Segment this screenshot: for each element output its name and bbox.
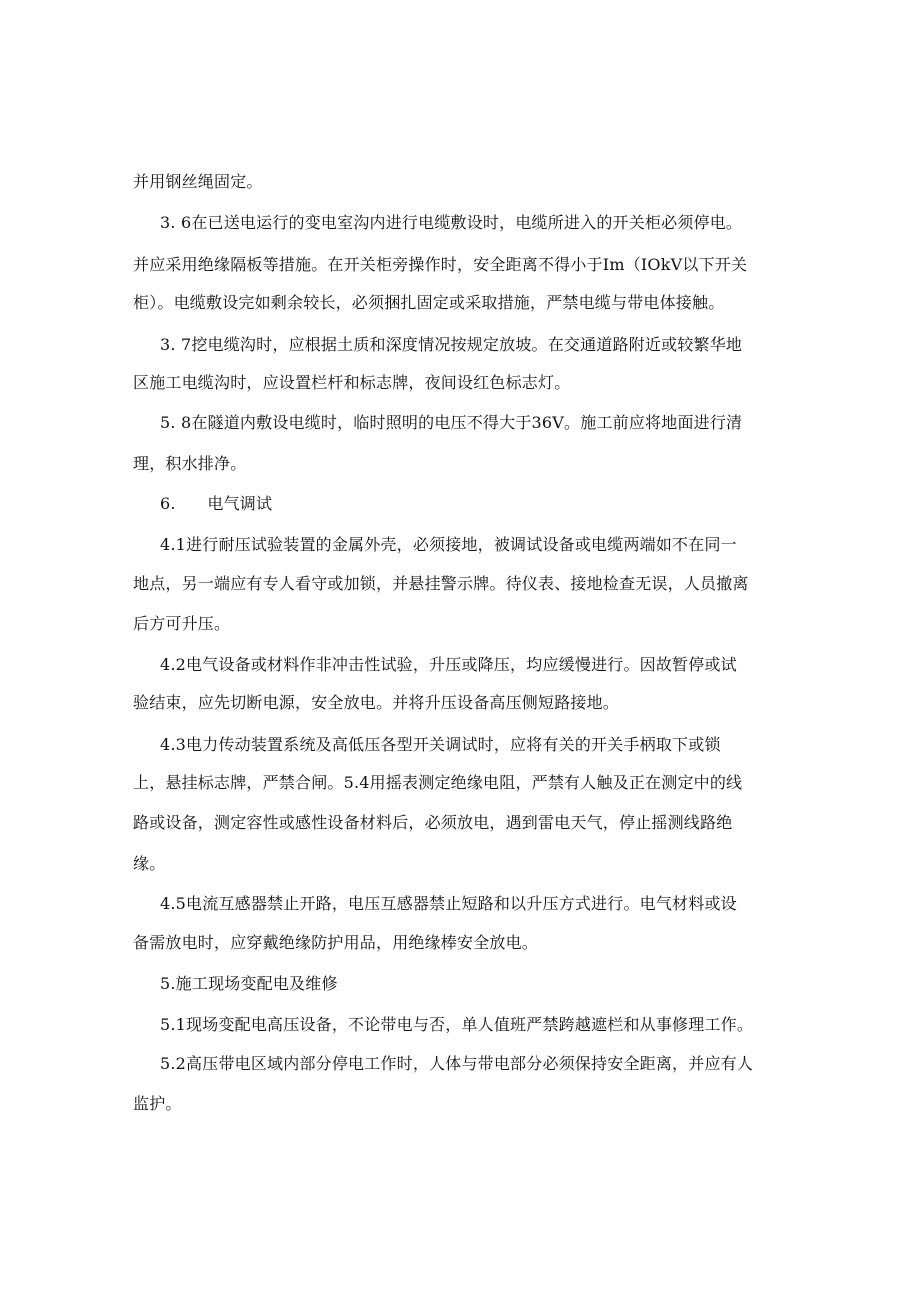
text-line: 并应采用绝缘隔板等措施。在开关柜旁操作时，安全距离不得小于Im（IOkV以下开关: [133, 255, 748, 274]
text-line: 地点，另一端应有专人看守或加锁，并悬挂警示牌。待仪表、接地检查无误，人员撤离: [133, 574, 749, 593]
text-line: 柜）。电缆敷设完如剩余较长，必须捆扎固定或采取措施，严禁电缆与带电体接触。: [133, 293, 725, 312]
text-line: 3. 6在已送电运行的变电室沟内进行电缆敷设时，电缆所进入的开关柜必须停电。: [160, 213, 743, 232]
text-line: 区施工电缆沟时，应设置栏杆和标志牌，夜间设红色标志灯。: [133, 373, 571, 392]
text-line: 上，悬挂标志牌，严禁合闸。5.4用摇表测定绝缘电阻，严禁有人触及正在测定中的线: [133, 773, 743, 792]
text-line: 4.2电气设备或材料作非冲击性试验，升压或降压，均应缓慢进行。因故暂停或试: [160, 655, 737, 674]
text-line: 后方可升压。: [133, 614, 231, 633]
text-line: 5. 8在隧道内敷设电缆时，临时照明的电压不得大于36V。施工前应将地面进行清: [160, 413, 743, 432]
text-line: 备需放电时，应穿戴绝缘防护用品，用绝缘棒安全放电。: [133, 933, 539, 952]
text-line: 4.3电力传动装置系统及高低压各型开关调试时，应将有关的开关手柄取下或锁: [160, 735, 721, 754]
text-line: 4.5电流互感器禁止开路，电压互感器禁止短路和以升压方式进行。电气材料或设: [160, 894, 737, 913]
section-heading: 6. 电气调试: [160, 494, 273, 513]
text-line: 路或设备，测定容性或感性设备材料后，必须放电，遇到雷电天气，停止摇测线路绝: [133, 813, 733, 832]
text-line: 监护。: [133, 1094, 182, 1113]
text-line: 5.2高压带电区域内部分停电工作时，人体与带电部分必须保持安全距离，并应有人: [160, 1054, 754, 1073]
text-line: 4.1进行耐压试验装置的金属外壳，必须接地，被调试设备或电缆两端如不在同一: [160, 535, 737, 554]
text-line: 并用钢丝绳固定。: [133, 172, 263, 191]
text-line: 理，积水排净。: [133, 454, 247, 473]
text-line: 验结束，应先切断电源，安全放电。并将升压设备高压侧短路接地。: [133, 693, 620, 712]
text-line: 缘。: [133, 854, 166, 873]
text-line: 5.1现场变配电高压设备，不论带电与否，单人值班严禁跨越遮栏和从事修理工作。: [160, 1015, 754, 1034]
section-heading: 5.施工现场变配电及维修: [160, 974, 338, 993]
text-line: 3. 7挖电缆沟时，应根据土质和深度情况按规定放坡。在交通道路附近或较繁华地: [160, 335, 743, 354]
